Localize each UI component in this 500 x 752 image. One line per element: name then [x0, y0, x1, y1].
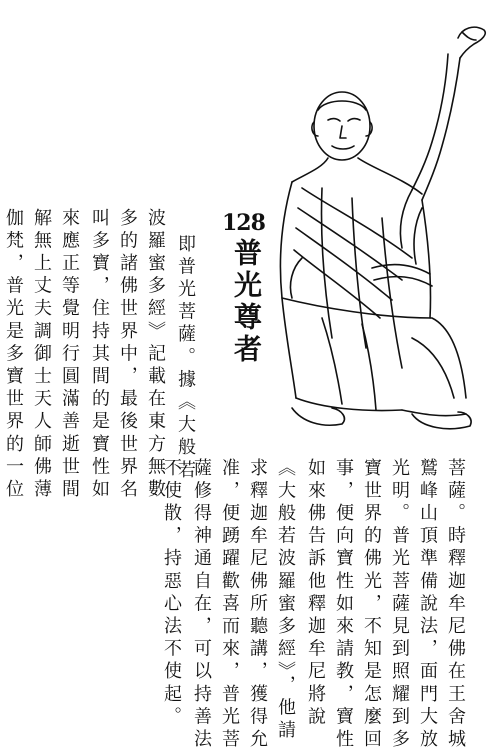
text-column: 薩修得神通自在，可以持善法: [191, 458, 212, 752]
text-column: 波羅蜜多經》記載在東方無數: [145, 208, 166, 502]
text-column: 伽梵，普光是多寶世界的一位: [3, 208, 24, 502]
text-column: 求釋迦牟尼佛所聽講，獲得允: [247, 458, 268, 752]
text-column: 如來佛告訴他釋迦牟尼將說: [305, 458, 326, 730]
text-column: 菩薩。時釋迦牟尼佛在王舍城: [445, 458, 466, 752]
monk-raising-arm-icon: [262, 18, 494, 448]
text-column: 解無上丈夫調御士天人師佛薄: [31, 208, 52, 502]
arhat-number: 128: [222, 210, 265, 236]
text-column: 鷲峰山頂準備說法，面門大放: [417, 458, 438, 752]
text-column: 多的諸佛世界中，最後世界名: [117, 208, 138, 502]
text-column: 即普光菩薩。據《大般若: [175, 234, 196, 483]
arhat-illustration: [262, 18, 494, 448]
text-column: 准，便踴躍歡喜而來，普光菩: [219, 458, 240, 752]
text-column: 來應正等覺明行圓滿善逝世間: [59, 208, 80, 502]
text-column: 叫多寶，住持其間的是寶性如: [89, 208, 110, 502]
text-column: 寶世界的佛光，不知是怎麼回: [361, 458, 382, 752]
arhat-name-title: 普光尊者: [230, 238, 263, 366]
text-column: 《大般若波羅蜜多經》，他請: [275, 458, 296, 743]
text-column: 不使散，持惡心法不使起。: [161, 458, 182, 730]
text-column: 光明。普光菩薩見到照耀到多: [389, 458, 410, 752]
text-column: 事，便向寶性如來請教，寶性: [333, 458, 354, 752]
